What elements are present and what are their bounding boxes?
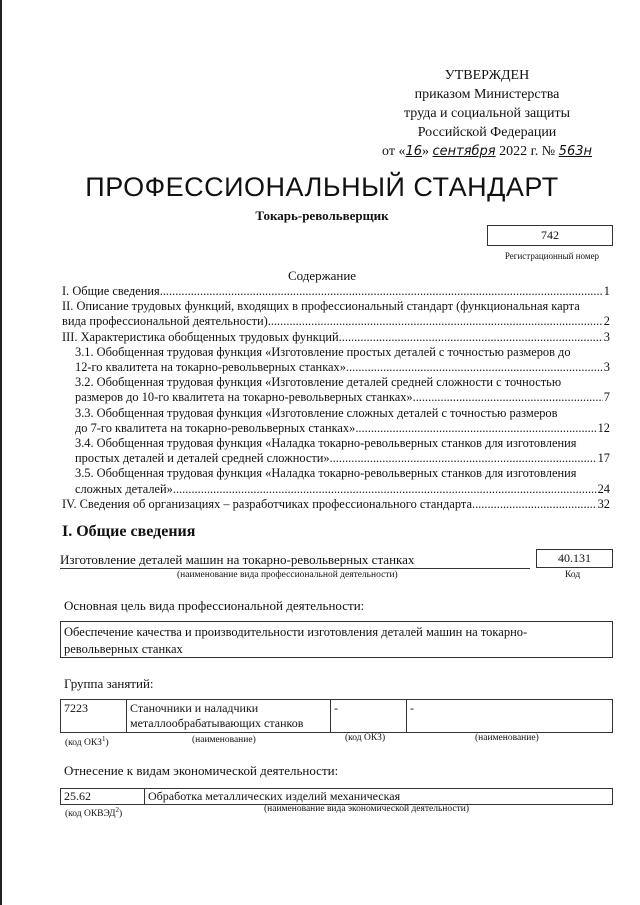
toc-item[interactable] [62,284,610,299]
okved-code-caption: (код ОКВЭД$^2$) [65,806,123,820]
handwritten-month: сентября [432,144,496,159]
toc-item-text: I. Общие сведения [62,284,160,298]
toc-item-text-cont: 12-го квалитета на токарно-револьверных станках» [75,360,346,375]
activity-name-field: Изготовление деталей машин на токарно-револьверных станках [60,552,530,569]
okz-name-line-2: металлообрабатывающих станков [130,716,304,730]
toc-leader [413,390,603,405]
toc-item[interactable] [62,345,610,375]
toc-item[interactable] [62,406,610,436]
toc-item[interactable] [62,497,610,512]
toc-item-page: 17 [597,451,610,466]
okz-name-cell-2: - [407,700,613,733]
group-label: Группа занятий: [64,676,154,691]
registration-number-box: 742 [487,225,613,246]
toc-item-text-cont: сложных деталей» [75,481,173,496]
table-row [61,789,613,805]
econ-activity-table [60,788,613,805]
registration-number-label: Регистрационный номер [504,251,600,261]
goal-text-line-2: револьверных станках [64,642,183,656]
table-row [61,700,613,733]
toc-item-page: 7 [603,390,610,405]
toc-item[interactable] [62,436,610,466]
toc-leader [355,421,596,436]
approval-date-line [362,142,612,161]
toc-item-page: 3 [603,360,610,375]
toc-item-text: 3.1. Обобщенная трудовая функция «Изготовление простых деталей с точностью размеров до [75,344,571,359]
document-title: ПРОФЕССИОНАЛЬНЫЙ СТАНДАРТ [85,172,559,202]
okz-name-caption-2: (наименование) [475,733,539,743]
toc-item-text: 3.2. Обобщенная трудовая функция «Изготовление деталей средней сложности с точностью [75,375,562,390]
section-heading: I. Общие сведения [62,523,196,540]
okz-code-caption: (код ОКЗ$^1$) [65,735,109,749]
toc-leader [173,482,597,497]
toc-leader [160,284,603,299]
toc-item-text-cont: вида профессиональной деятельности) [62,314,268,329]
okz-code-cell-2: - [331,700,407,733]
toc-item-page: 32 [597,496,610,511]
document-subtitle: Токарь-револьверщик [255,208,389,223]
date-year: 2022 г. № [495,144,559,159]
toc-heading: Содержание [287,268,357,283]
code-caption: Код [565,570,581,580]
approval-line-1: УТВЕРЖДЕН [444,68,530,83]
occupation-group-table [60,699,613,733]
econ-label: Отнесение к видам экономической деятельности: [64,763,339,778]
date-mid: » [422,144,433,159]
toc-leader [346,360,603,375]
toc-item-text: 3.3. Обобщенная трудовая функция «Изготовление сложных деталей с точностью размеров [75,405,558,420]
toc-item-text-cont: простых деталей и деталей средней сложности» [75,451,330,466]
toc-leader [339,330,603,345]
okz-name-cell [127,700,331,733]
goal-label: Основная цель вида профессиональной деятельности: [64,598,365,613]
toc-item[interactable] [62,375,610,405]
toc-item[interactable] [62,466,610,496]
okz-name-line-1: Станочники и наладчики [130,701,259,715]
toc-item-text-cont: до 7-го квалитета на токарно-револьверных станках» [75,420,356,435]
okved-code-cell: 25.62 [61,789,145,805]
handwritten-day: 16 [405,144,422,159]
toc-item-text: III. Характеристика обобщенных трудовых функций [62,329,339,344]
approval-line-3: труда и социальной защиты [404,106,570,121]
toc-item-text: II. Описание трудовых функций, входящих в профессиональный стандарт (функциональная карта [62,299,580,314]
toc-item[interactable] [62,330,610,345]
toc-leader [472,497,597,512]
approval-line-4: Российской Федерации [417,125,557,140]
toc-leader [330,451,597,466]
toc-item-page: 1 [603,284,610,298]
table-of-contents [62,284,610,512]
toc-item-text: 3.5. Обобщенная трудовая функция «Наладка токарно-револьверных станков для изготовления [75,466,577,481]
handwritten-order-number: 563н [558,144,592,159]
okved-name-cell: Обработка металлических изделий механическая [145,789,613,805]
okz-name-caption: (наименование) [192,735,256,745]
approval-block [362,66,612,161]
approval-line-2: приказом Министерства [414,87,560,102]
okz-code-cell: 7223 [61,700,127,733]
toc-item-text: 3.4. Обобщенная трудовая функция «Наладка токарно-револьверных станков для изготовления [75,436,577,451]
toc-leader [268,314,603,329]
okz-code-caption-2: (код ОКЗ) [345,733,386,743]
activity-caption: (наименование вида профессиональной деятельности) [177,570,398,580]
toc-item-page: 2 [603,314,610,329]
goal-text-line-1: Обеспечение качества и производительности изготовления деталей машин на токарно- [64,625,528,639]
toc-item-text: IV. Сведения об организациях – разработчиках профессионального стандарта [62,496,472,511]
toc-item-page: 24 [597,481,610,496]
toc-item-page: 3 [603,329,610,344]
activity-code-box: 40.131 [536,549,613,568]
date-prefix: от « [382,144,406,159]
toc-item-text-cont: размеров до 10-го квалитета на токарно-револьверных станках» [75,390,413,405]
toc-item-page: 12 [597,420,610,435]
okved-name-caption: (наименование вида экономической деятельности) [264,804,469,814]
goal-box [60,621,613,658]
toc-item[interactable] [62,299,610,329]
